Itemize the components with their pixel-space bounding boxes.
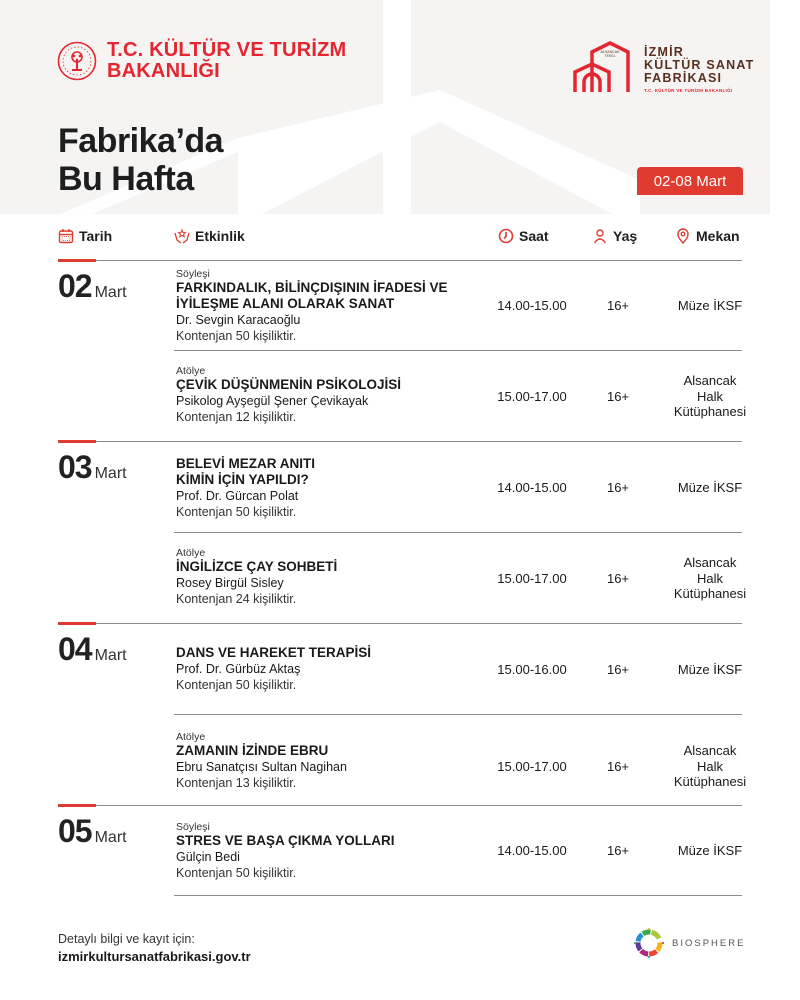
venue-line: Alsancak — [683, 555, 737, 570]
event-capacity: Kontenjan 13 kişiliktir. — [176, 776, 297, 790]
website-link[interactable]: izmirkultursanatfabrikasi.gov.tr — [58, 949, 251, 964]
venue-line: Alsancak — [683, 743, 737, 758]
column-label: Tarih — [79, 228, 113, 244]
event-capacity: Kontenjan 24 kişiliktir. — [176, 592, 297, 606]
event-title: ZAMANIN İZİNDE EBRU — [176, 743, 329, 758]
event-speaker: Dr. Sevgin Karacaoğlu — [176, 313, 301, 327]
date-label — [58, 449, 127, 486]
hands-star-icon — [174, 228, 190, 244]
event-venue — [664, 743, 756, 790]
event-venue — [664, 373, 756, 420]
column-label: Saat — [519, 228, 549, 244]
event-capacity: Kontenjan 12 kişiliktir. — [176, 410, 297, 424]
ministry-logo — [57, 40, 346, 82]
event-type: Atölye — [176, 547, 206, 559]
day-divider — [58, 805, 742, 806]
event-divider — [174, 895, 742, 896]
clock-icon — [498, 228, 514, 244]
table-header — [0, 228, 800, 252]
event-speaker: Gülçin Bedi — [176, 850, 240, 864]
event-divider — [174, 350, 742, 351]
day-accent-bar — [58, 440, 96, 443]
event-title: DANS VE HAREKET TERAPİSİ — [176, 645, 372, 660]
calendar-icon — [58, 228, 74, 244]
event-venue: Müze İKSF — [677, 662, 743, 677]
event-speaker: Rosey Birgül Sisley — [176, 576, 284, 590]
venue-line: Halk — [696, 758, 723, 774]
table-row — [176, 456, 476, 520]
date-day: 03 — [58, 449, 92, 485]
header-edge — [770, 0, 800, 214]
date-label — [58, 268, 127, 305]
event-time: 15.00-16.00 — [497, 662, 567, 677]
event-title: STRES VE BAŞA ÇIKMA YOLLARI — [176, 833, 395, 848]
event-divider — [174, 714, 742, 715]
event-title-line1: BELEVİ MEZAR ANITI — [176, 456, 316, 471]
event-capacity: Kontenjan 50 kişiliktir. — [176, 329, 297, 343]
biosphere-logo — [632, 926, 745, 960]
event-time: 14.00-15.00 — [497, 480, 567, 495]
event-time: 14.00-15.00 — [497, 843, 567, 858]
date-day: 05 — [58, 813, 92, 849]
factory-building-icon — [572, 40, 636, 94]
footer-info — [58, 931, 251, 965]
event-divider — [174, 532, 742, 533]
iksf-name-line3: FABRİKASI — [644, 71, 723, 85]
biosphere-ring-icon — [632, 926, 666, 960]
biosphere-label: BIOSPHERE — [672, 937, 746, 949]
column-label: Yaş — [613, 228, 638, 244]
page-title-line1: Fabrika’da — [58, 122, 224, 160]
event-venue: Müze İKSF — [677, 480, 743, 495]
table-row — [176, 645, 476, 693]
table-row — [176, 547, 476, 607]
date-month: Mart — [94, 829, 127, 846]
date-month: Mart — [94, 465, 127, 482]
event-title-line2: İYİLEŞME ALANI OLARAK SANAT — [176, 296, 395, 311]
event-time: 15.00-17.00 — [497, 571, 567, 586]
event-title-line1: FARKINDALIK, BİLİNÇDIŞININ İFADESİ VE — [176, 280, 448, 295]
date-day: 02 — [58, 268, 92, 304]
event-type: Söyleşi — [176, 268, 210, 280]
column-label: Mekan — [696, 228, 740, 244]
column-header-age — [592, 228, 637, 244]
event-time: 15.00-17.00 — [497, 389, 567, 404]
iksf-subtitle: T.C. KÜLTÜR VE TURİZM BAKANLIĞI — [644, 88, 733, 93]
event-venue: Müze İKSF — [677, 843, 743, 858]
event-type: Söyleşi — [176, 821, 210, 833]
event-capacity: Kontenjan 50 kişiliktir. — [176, 678, 297, 692]
event-age: 16+ — [606, 298, 630, 313]
event-venue — [664, 555, 756, 602]
page-title-line2: Bu Hafta — [58, 160, 194, 198]
day-divider — [58, 623, 742, 624]
event-time: 15.00-17.00 — [497, 759, 567, 774]
event-type: Atölye — [176, 365, 206, 377]
event-speaker: Psikolog Ayşegül Şener Çevikayak — [176, 394, 369, 408]
ministry-name-line2: BAKANLIĞI — [107, 60, 220, 82]
venue-line: Kütüphanesi — [673, 586, 747, 601]
iksf-name-line2: KÜLTÜR SANAT — [644, 58, 755, 72]
person-icon — [592, 228, 608, 244]
location-pin-icon — [675, 228, 691, 244]
venue-line: Halk — [696, 388, 723, 404]
venue-line: Alsancak — [683, 373, 737, 388]
date-month: Mart — [94, 647, 127, 664]
event-capacity: Kontenjan 50 kişiliktir. — [176, 866, 297, 880]
info-label: Detaylı bilgi ve kayıt için: — [58, 932, 195, 946]
event-title: ÇEVİK DÜŞÜNMENİN PSİKOLOJİSİ — [176, 377, 402, 392]
event-capacity: Kontenjan 50 kişiliktir. — [176, 505, 297, 519]
column-header-event — [174, 228, 245, 244]
date-day: 04 — [58, 631, 92, 667]
header-divider — [383, 0, 411, 214]
day-divider — [58, 260, 742, 261]
event-speaker: Ebru Sanatçısı Sultan Nagihan — [176, 760, 347, 774]
event-speaker: Prof. Dr. Gürbüz Aktaş — [176, 662, 301, 676]
event-age: 16+ — [606, 571, 630, 586]
iksf-name-line1: İZMİR — [644, 45, 685, 59]
day-accent-bar — [58, 622, 96, 625]
event-time: 14.00-15.00 — [497, 298, 567, 313]
iksf-logo — [572, 40, 754, 94]
venue-line: Halk — [696, 570, 723, 586]
column-label: Etkinlik — [195, 228, 245, 244]
venue-line: Kütüphanesi — [673, 404, 747, 419]
event-age: 16+ — [606, 662, 630, 677]
table-row — [176, 731, 476, 791]
column-header-date — [58, 228, 112, 244]
event-age: 16+ — [606, 759, 630, 774]
column-header-venue — [675, 228, 740, 244]
day-divider — [58, 441, 742, 442]
venue-line: Kütüphanesi — [673, 774, 747, 789]
table-row — [176, 365, 476, 425]
event-title: İNGİLİZCE ÇAY SOHBETİ — [176, 559, 338, 574]
table-row — [176, 268, 476, 344]
day-accent-bar — [58, 259, 96, 262]
event-title-line2: KİMİN İÇİN YAPILDI? — [176, 472, 309, 487]
event-age: 16+ — [606, 480, 630, 495]
svg-text:TEKEL: TEKEL — [604, 54, 616, 58]
svg-text:ALSANCAK: ALSANCAK — [600, 50, 620, 54]
date-range-badge: 02-08 Mart — [637, 167, 743, 195]
column-header-time — [498, 228, 549, 244]
date-month: Mart — [94, 284, 127, 301]
table-row — [176, 821, 476, 881]
event-age: 16+ — [606, 843, 630, 858]
page-title — [58, 122, 223, 198]
date-label — [58, 631, 127, 668]
event-speaker: Prof. Dr. Gürcan Polat — [176, 489, 299, 503]
event-type: Atölye — [176, 731, 206, 743]
ministry-name-line1: T.C. KÜLTÜR VE TURİZM — [107, 39, 347, 61]
day-accent-bar — [58, 804, 96, 807]
event-venue: Müze İKSF — [677, 298, 743, 313]
event-age: 16+ — [606, 389, 630, 404]
date-label — [58, 813, 127, 850]
ministry-emblem-icon — [57, 41, 97, 81]
